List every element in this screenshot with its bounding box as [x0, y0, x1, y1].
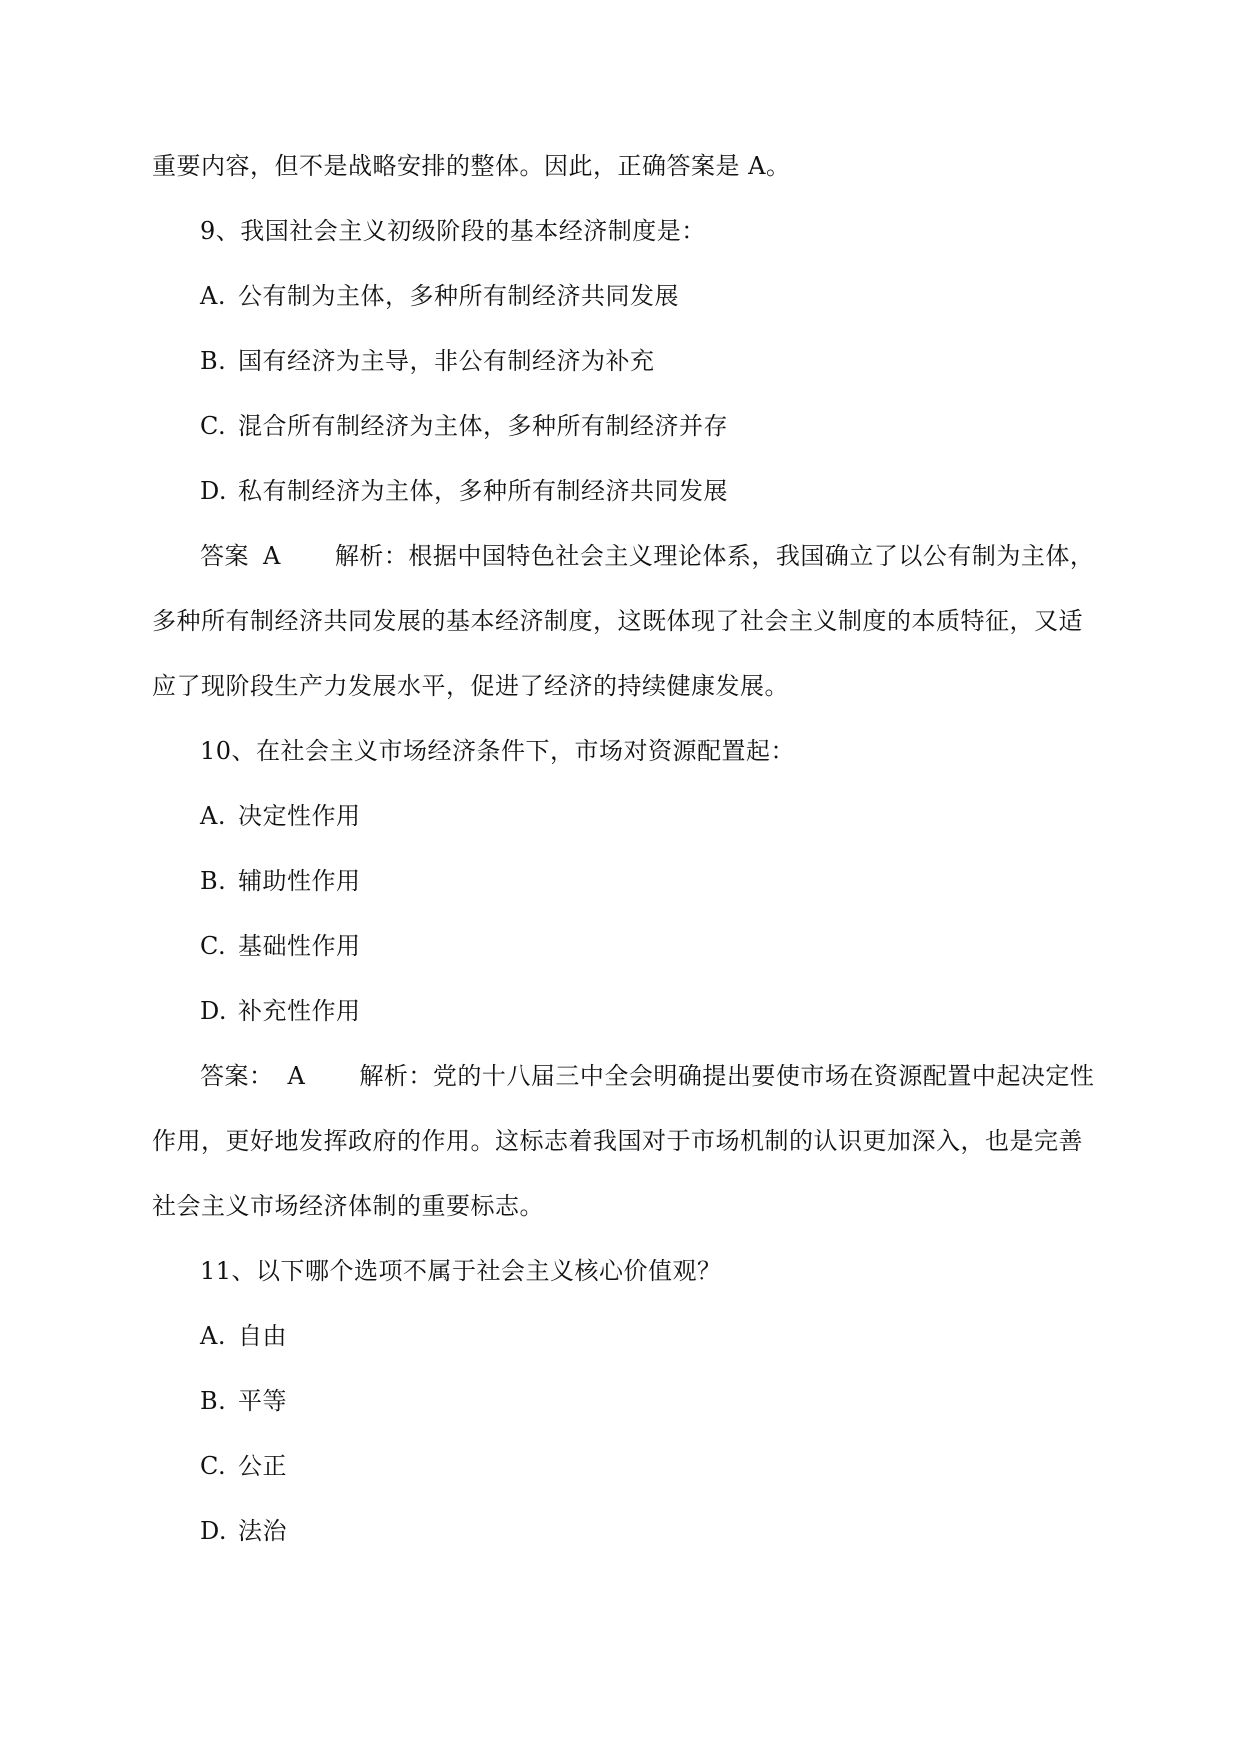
question-10-stem: 10、在社会主义市场经济条件下，市场对资源配置起：	[200, 737, 796, 765]
continuation-text: 重要内容，但不是战略安排的整体。因此，正确答案是 A。	[152, 152, 791, 180]
option-letter: D.	[200, 477, 228, 505]
option-text: 补充性作用	[238, 997, 361, 1025]
question-9-analysis-line: 应了现阶段生产力发展水平，促进了经济的持续健康发展。	[152, 672, 789, 700]
analysis-text: 解析：根据中国特色社会主义理论体系，我国确立了以公有制为主体，	[334, 542, 1095, 570]
option-letter: D.	[200, 1517, 228, 1545]
question-10-analysis-line: 社会主义市场经济体制的重要标志。	[152, 1192, 544, 1220]
option-text: 私有制经济为主体，多种所有制经济共同发展	[238, 477, 728, 505]
question-11-stem: 11、以下哪个选项不属于社会主义核心价值观？	[200, 1257, 722, 1285]
question-10-analysis-line: 作用，更好地发挥政府的作用。这标志着我国对于市场机制的认识更加深入，也是完善	[152, 1127, 1083, 1155]
option-letter: A.	[200, 802, 226, 830]
question-10-option-a	[200, 800, 361, 832]
option-text: 法治	[238, 1517, 287, 1545]
question-9-option-d	[200, 475, 728, 507]
option-letter: C.	[200, 932, 227, 960]
option-text: 国有经济为主导，非公有制经济为补充	[238, 347, 655, 375]
option-letter: C.	[200, 1452, 227, 1480]
question-11-option-c	[200, 1450, 287, 1482]
question-9-analysis-line: 多种所有制经济共同发展的基本经济制度，这既体现了社会主义制度的本质特征，又适	[152, 607, 1083, 635]
question-10-answer	[200, 1060, 1094, 1092]
option-text: 公正	[238, 1452, 287, 1480]
option-letter: C.	[200, 412, 227, 440]
option-text: 基础性作用	[238, 932, 361, 960]
question-10-option-b	[200, 865, 361, 897]
answer-letter: A	[263, 542, 281, 570]
option-text: 辅助性作用	[238, 867, 361, 895]
option-letter: B.	[200, 347, 227, 375]
option-letter: B.	[200, 867, 227, 895]
question-11-option-d	[200, 1515, 287, 1547]
question-11-option-b	[200, 1385, 287, 1417]
option-letter: D.	[200, 997, 228, 1025]
question-11-option-a	[200, 1320, 287, 1352]
question-9-option-b	[200, 345, 655, 377]
question-9-answer	[200, 540, 1094, 572]
question-9-option-a	[200, 280, 679, 312]
option-text: 混合所有制经济为主体，多种所有制经济并存	[238, 412, 728, 440]
question-10-option-c	[200, 930, 361, 962]
option-text: 平等	[238, 1387, 287, 1415]
option-letter: A.	[200, 1322, 226, 1350]
option-text: 自由	[238, 1322, 287, 1350]
option-text: 决定性作用	[238, 802, 361, 830]
option-letter: A.	[200, 282, 226, 310]
question-9-option-c	[200, 410, 728, 442]
answer-label: 答案：	[200, 1062, 274, 1090]
option-letter: B.	[200, 1387, 227, 1415]
option-text: 公有制为主体，多种所有制经济共同发展	[238, 282, 679, 310]
answer-label: 答案	[200, 542, 249, 570]
answer-letter: A	[287, 1062, 306, 1090]
analysis-text: 解析：党的十八届三中全会明确提出要使市场在资源配置中起决定性	[359, 1062, 1095, 1090]
question-9-stem: 9、我国社会主义初级阶段的基本经济制度是：	[200, 217, 706, 245]
question-10-option-d	[200, 995, 361, 1027]
